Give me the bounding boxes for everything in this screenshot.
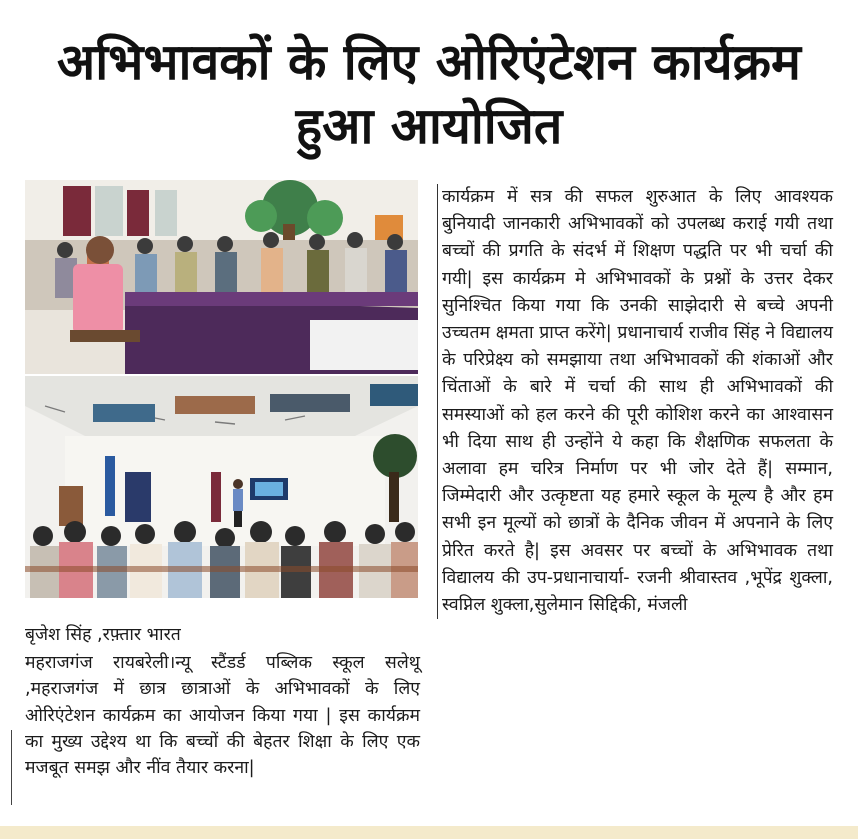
left-column: [25, 622, 420, 781]
left-body-text: महराजगंज रायबरेली।न्यू स्टैंडर्ड पब्लिक स्कूल सलेथू ,महराजगंज में छात्र छात्राओं के अभिभावकों के लिए ओरिएंटेशन कार्यक्रम का आयोजन किया गया | इस कार्यक्रम का मुख्य उद्देश्य था कि बच्चों की बेहतर शिक्षा के लिए एक मजबूत समझ और नींव तैयार करना|: [25, 653, 420, 779]
headline-line-2: हुआ आयोजित: [295, 97, 563, 155]
right-column: [437, 184, 833, 619]
left-column-divider: [0, 730, 12, 805]
byline: बृजेश सिंह ,रफ़्तार भारत: [25, 625, 181, 645]
meeting-photo: [25, 180, 418, 374]
headline: [0, 30, 858, 158]
meeting-room-photo-icon: [25, 180, 418, 374]
auditorium-photo: [25, 376, 418, 598]
bottom-highlight-strip: [0, 826, 858, 839]
right-body-text: कार्यक्रम में सत्र की सफल शुरुआत के लिए आवश्यक बुनियादी जानकारी अभिभावकों को उपलब्ध कराई गयी तथा बच्चों की प्रगति के संदर्भ में शिक्षण पद्धति पर भी चर्चा की गयी| इस कार्यक्रम मे अभिभावकों के प्रश्नों के उत्तर देकर सुनिश्चित किया गया कि उनकी साझेदारी से बच्चे अपनी उच्चतम क्षमता प्राप्त करेंगे| प्रधानाचार्य राजीव सिंह ने विद्यालय के परिप्रेक्ष्य को समझाया तथा अभिभावकों की शंकाओं और चिंताओं के बारे में चर्चा की साथ ही अभिभावकों की समस्याओं को हल करने की पूरी कोशिश करने का आश्वासन भी दिया साथ ही उन्होंने ये कहा कि शैक्षणिक सफलता के अलावा हम चरित्र निर्माण पर भी जोर देते हैं| सम्मान, जिम्मेदारी और उत्कृष्टता यह हमारे स्कूल के मूल्य है और हम सभी इन मूल्यों को छात्रों के दैनिक जीवन में अपनाने के लिए प्रेरित करते है| इस अवसर पर बच्चों के अभिभावक तथा विद्यालय की उप-प्रधानाचार्या- रजनी श्रीवास्तव ,भूपेंद्र शुक्ला, स्वप्निल शुक्ला,सुलेमान सिद्दिकी, मंजली: [442, 187, 833, 616]
auditorium-photo-icon: [25, 376, 418, 598]
headline-line-1: अभिभावकों के लिए ओरिएंटेशन कार्यक्रम: [57, 33, 801, 91]
